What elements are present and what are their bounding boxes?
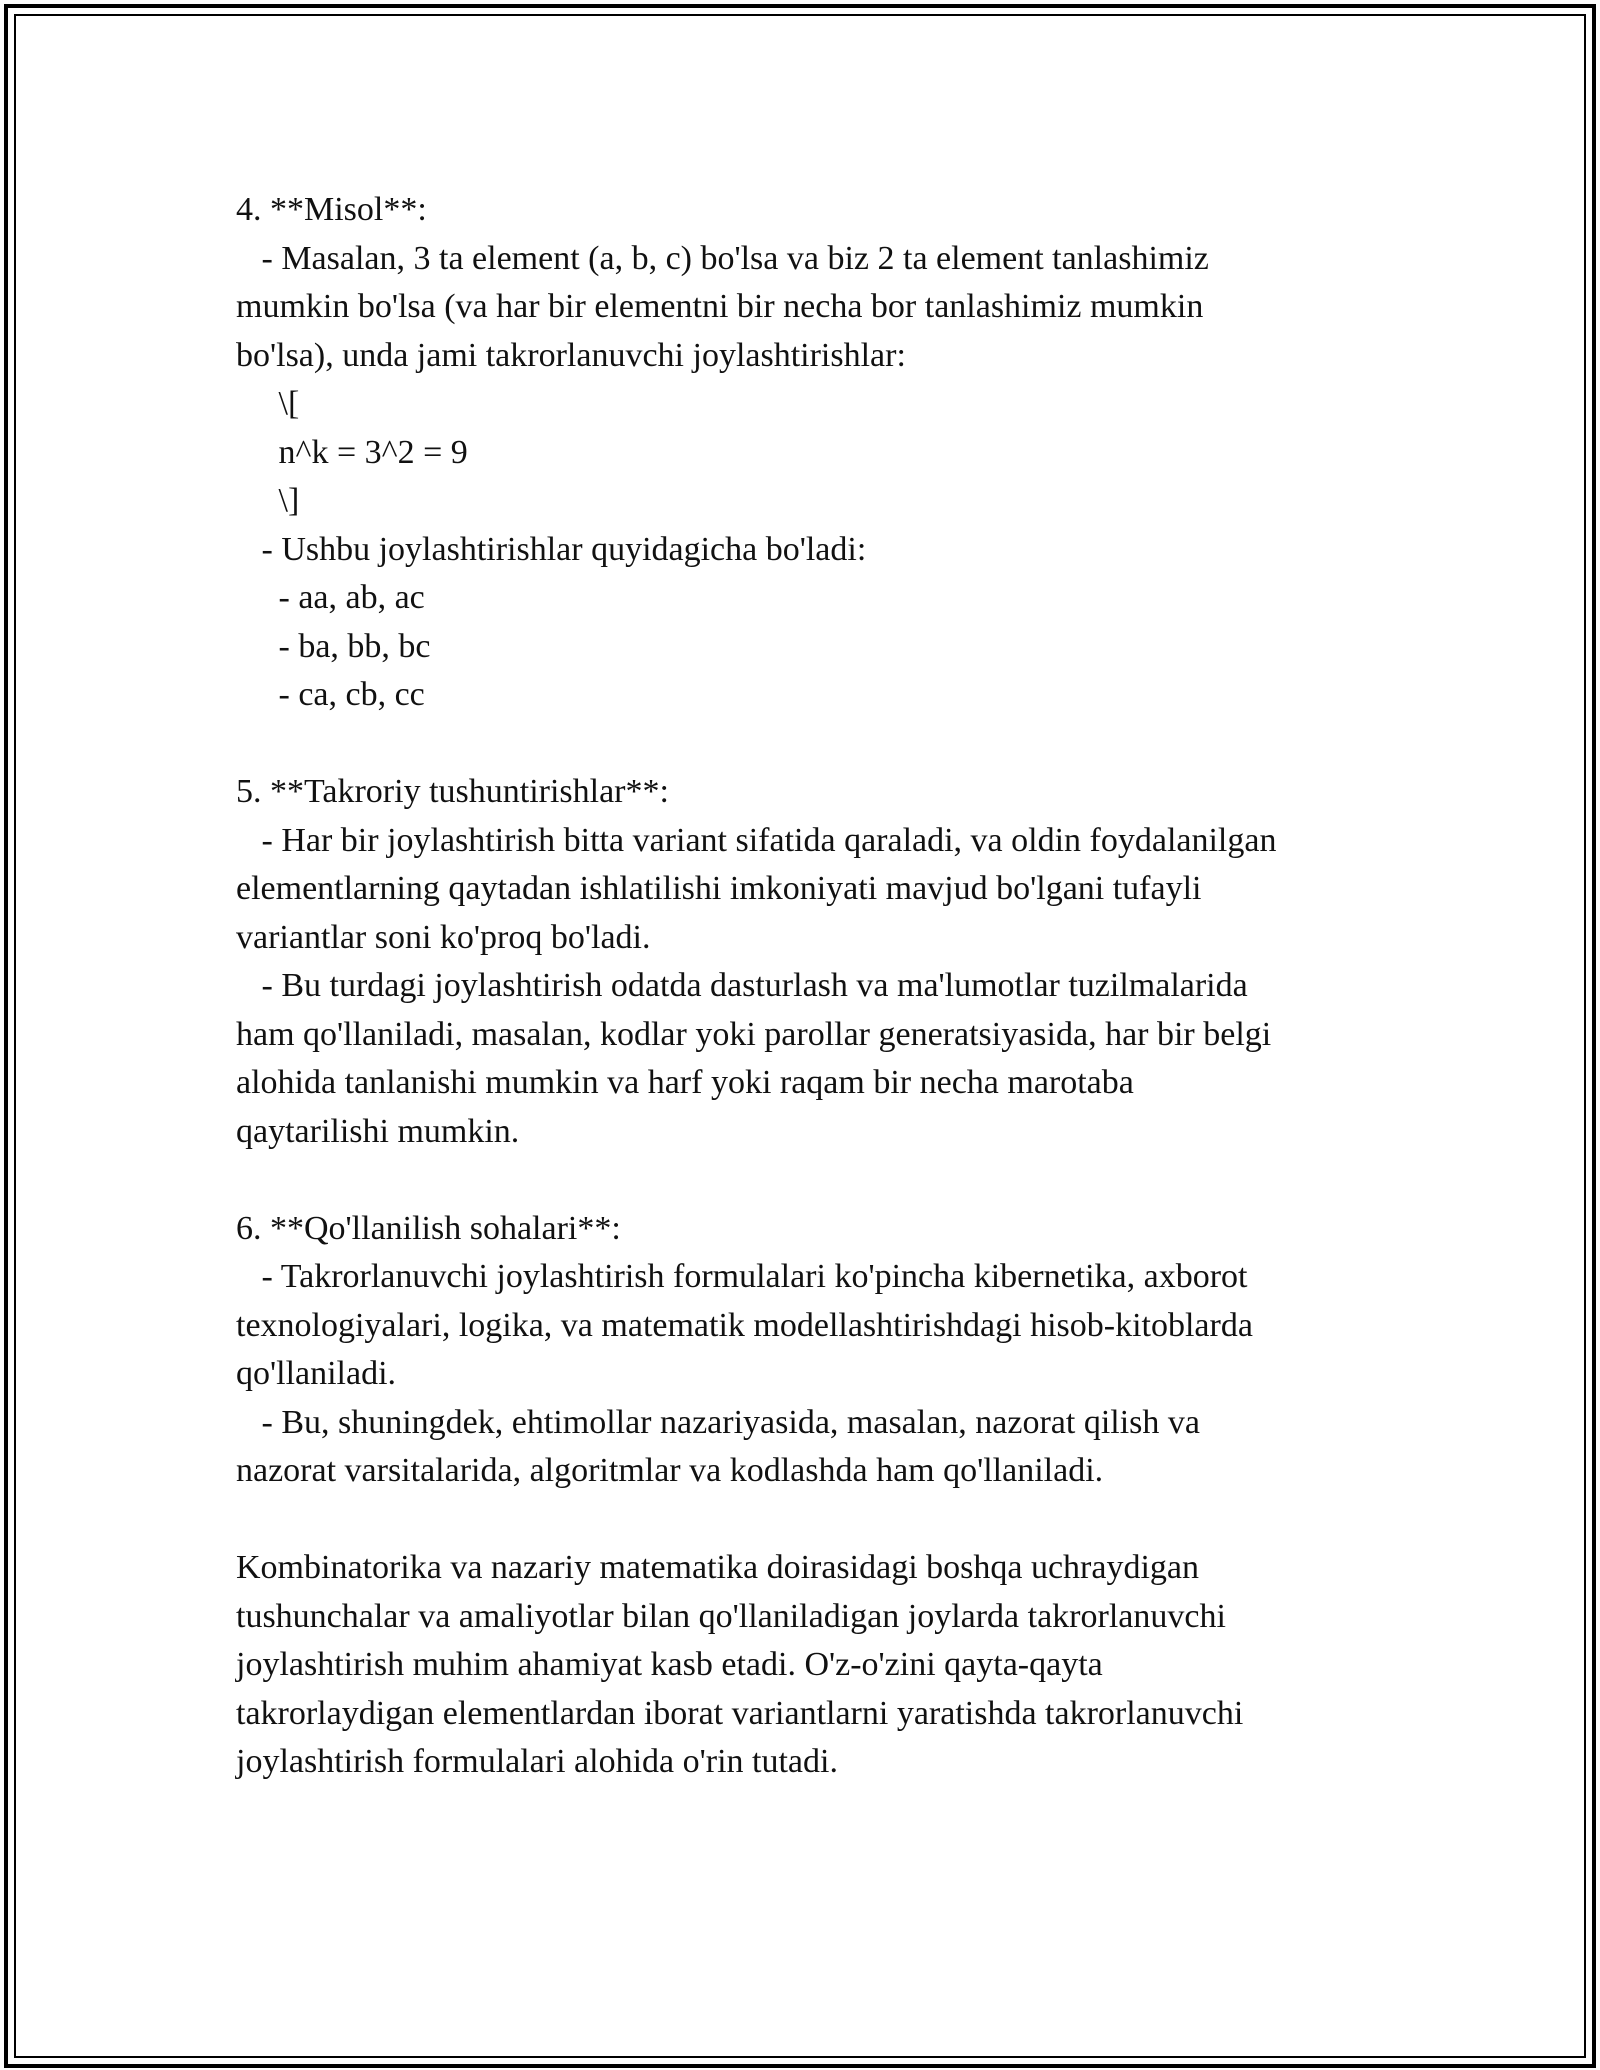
text-line: - Takrorlanuvchi joylashtirish formulalari ko'pincha kibernetika, axborot	[236, 1258, 1248, 1295]
text-line: takrorlaydigan elementlardan iborat variantlarni yaratishda takrorlanuvchi	[236, 1694, 1244, 1732]
text-line: Kombinatorika va nazariy matematika doirasidagi boshqa uchraydigan	[236, 1549, 1200, 1586]
section-heading: 4. **Misol**:	[236, 191, 427, 228]
text-line: joylashtirish muhim ahamiyat kasb etadi. O'z-o'zini qayta-qayta	[236, 1646, 1103, 1683]
text-line: - Bu, shuningdek, ehtimollar nazariyasida, masalan, nazorat qilish va	[236, 1403, 1201, 1441]
text-line: variantlar soni ko'proq bo'ladi.	[236, 918, 651, 956]
list-item: - ca, cb, cc	[236, 676, 425, 713]
formula-close: \]	[236, 482, 300, 519]
text-line: - Masalan, 3 ta element (a, b, c) bo'lsa va biz 2 ta element tanlashimiz	[236, 239, 1209, 277]
formula-open: \[	[236, 385, 300, 422]
text-line: nazorat varsitalarida, algoritmlar va kodlashda ham qo'llaniladi.	[236, 1452, 1104, 1489]
formula-line: n^k = 3^2 = 9	[236, 433, 468, 471]
conclusion-paragraph	[236, 1544, 1386, 1787]
section-takroriy-tushuntirishlar	[236, 768, 1386, 1156]
text-line: texnologiyalari, logika, va matematik modellashtirishdagi hisob-kitoblarda	[236, 1306, 1253, 1344]
section-qollanilish-sohalari	[236, 1205, 1386, 1496]
text-line: joylashtirish formulalari alohida o'rin tutadi.	[236, 1743, 838, 1780]
section-misol	[236, 186, 1386, 720]
document-body	[236, 186, 1386, 1787]
text-line: mumkin bo'lsa (va har bir elementni bir necha bor tanlashimiz mumkin	[236, 288, 1204, 325]
text-line: - Har bir joylashtirish bitta variant sifatida qaraladi, va oldin foydalanilgan	[236, 821, 1277, 859]
paragraph-gap	[236, 1156, 1386, 1205]
text-line: bo'lsa), unda jami takrorlanuvchi joylashtirishlar:	[236, 336, 906, 374]
text-line: elementlarning qaytadan ishlatilishi imkoniyati mavjud bo'lgani tufayli	[236, 870, 1202, 907]
list-item: - aa, ab, ac	[236, 579, 425, 616]
text-line: qo'llaniladi.	[236, 1355, 397, 1392]
text-line: alohida tanlanishi mumkin va harf yoki raqam bir necha marotaba	[236, 1064, 1134, 1101]
text-line: qaytarilishi mumkin.	[236, 1112, 520, 1150]
paragraph-gap	[236, 720, 1386, 769]
section-heading: 5. **Takroriy tushuntirishlar**:	[236, 773, 669, 810]
text-line: - Ushbu joylashtirishlar quyidagicha bo'ladi:	[236, 530, 867, 568]
text-line: tushunchalar va amaliyotlar bilan qo'llaniladigan joylarda takrorlanuvchi	[236, 1597, 1226, 1635]
section-heading: 6. **Qo'llanilish sohalari**:	[236, 1209, 621, 1247]
text-line: - Bu turdagi joylashtirish odatda dasturlash va ma'lumotlar tuzilmalarida	[236, 967, 1248, 1004]
list-item: - ba, bb, bc	[236, 627, 431, 665]
paragraph-gap	[236, 1496, 1386, 1545]
text-line: ham qo'llaniladi, masalan, kodlar yoki parollar generatsiyasida, har bir belgi	[236, 1015, 1272, 1053]
